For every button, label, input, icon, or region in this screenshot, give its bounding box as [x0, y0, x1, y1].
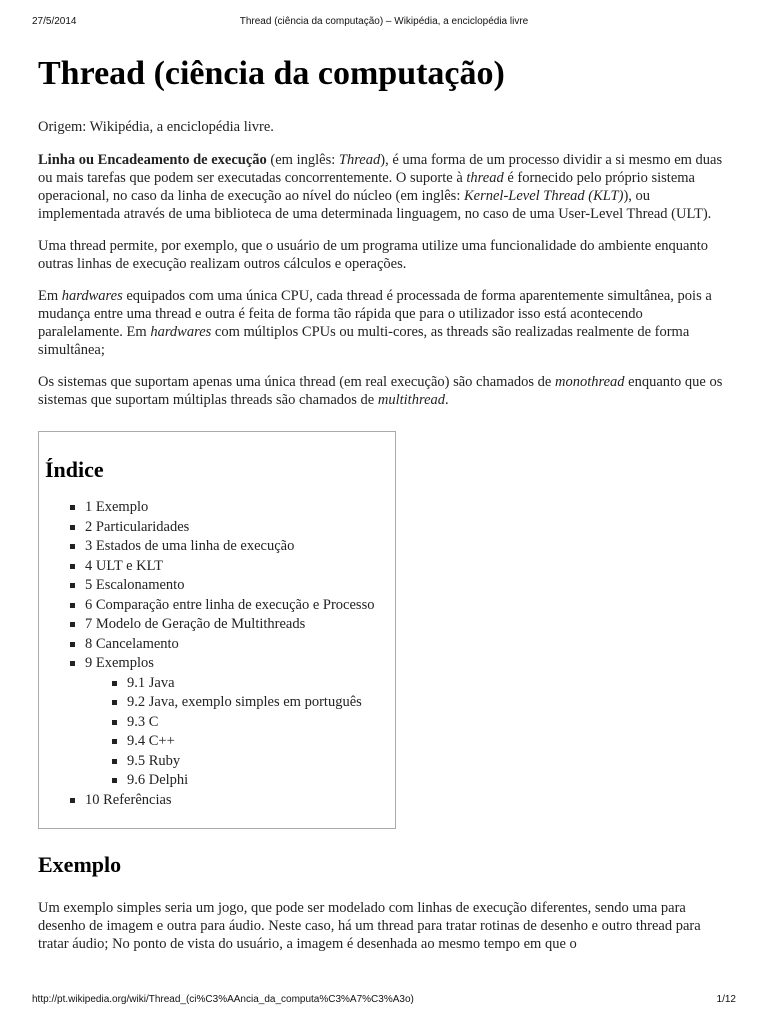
print-footer — [32, 994, 736, 1008]
article-content — [38, 52, 730, 967]
text-fragment: enquanto que os sistemas que suportam múltiplas threads são chamados de — [38, 374, 723, 408]
paragraph-3 — [38, 287, 730, 359]
square-bullet-icon — [70, 525, 75, 530]
table-of-contents — [38, 431, 396, 829]
italic-term: multithread — [377, 392, 446, 408]
square-bullet-icon — [70, 622, 75, 627]
print-header — [32, 16, 736, 30]
square-bullet-icon — [70, 603, 75, 608]
toc-subitem[interactable] — [109, 713, 379, 733]
square-bullet-icon — [112, 778, 117, 783]
paragraph-4 — [38, 373, 730, 409]
toc-subitem-label: 9.1 Java — [127, 674, 175, 691]
toc-item-label: 10 Referências — [85, 791, 172, 808]
print-page-title: Thread (ciência da computação) – Wikipédia, a enciclopédia livre — [239, 16, 529, 27]
square-bullet-icon — [70, 505, 75, 510]
toc-item-label: 1 Exemplo — [85, 499, 149, 515]
toc-item[interactable] — [67, 498, 379, 518]
toc-item[interactable] — [67, 596, 379, 616]
section-heading-exemplo: Exemplo — [38, 852, 122, 877]
text-fragment: com múltiplos CPUs ou multi-cores, as threads são realizadas realmente de forma simultânea; — [38, 324, 690, 358]
toc-item[interactable] — [67, 635, 379, 655]
print-url: http://pt.wikipedia.org/wiki/Thread_(ci%C3%AAncia_da_computa%C3%A7%C3%A3o) — [32, 994, 414, 1005]
italic-term: thread — [466, 170, 504, 186]
toc-item-label: 5 Escalonamento — [85, 577, 185, 593]
toc-subitem-label: 9.2 Java, exemplo simples em português — [127, 694, 362, 710]
square-bullet-icon — [112, 759, 117, 764]
exemplo-paragraph: Um exemplo simples seria um jogo, que pode ser modelado com linhas de execução diferentes, sendo uma para desenho de imagem e outra para áudio. Neste caso, há um thread para tratar rotinas de desenho e outro thread para tratar áudio; No ponto de vista do usuário, a imagem é desenhada ao mesmo tempo em que o — [38, 900, 701, 952]
toc-item[interactable] — [67, 537, 379, 557]
page-number: 1/12 — [716, 994, 736, 1005]
square-bullet-icon — [70, 564, 75, 569]
toc-list — [45, 498, 379, 810]
text-fragment: ), é uma forma de um processo dividir a si mesmo em duas ou mais tarefas que podem ser executadas concorrentemente. O suporte à — [38, 152, 723, 186]
toc-subitem[interactable] — [109, 674, 379, 694]
square-bullet-icon — [112, 739, 117, 744]
toc-item-label: 6 Comparação entre linha de execução e Processo — [85, 596, 375, 613]
toc-item-label: 3 Estados de uma linha de execução — [85, 538, 295, 554]
page-title: Thread (ciência da computação) — [38, 55, 505, 92]
toc-item-label: 8 Cancelamento — [85, 635, 179, 652]
print-date: 27/5/2014 — [32, 16, 77, 27]
toc-item[interactable] — [67, 615, 379, 635]
toc-subitem[interactable] — [109, 732, 379, 752]
text-fragment: equipados com uma única CPU, cada thread é processada de forma aparentemente simultânea, pois a mudança entre uma thread e outra é feita de forma tão rápida que para o utilizador isso está acontecendo paralelamente. Em — [38, 288, 712, 340]
text-fragment: ), ou implementada através de uma biblioteca de uma determinada linguagem, no caso de uma User-Level Thread (ULT). — [38, 188, 712, 222]
toc-item-label: 7 Modelo de Geração de Multithreads — [85, 616, 306, 632]
toc-item[interactable] — [67, 791, 379, 811]
text-fragment: (em inglês: — [266, 152, 339, 168]
toc-item-label: 9 Exemplos — [85, 655, 154, 671]
bold-term: Linha ou Encadeamento de execução — [38, 152, 267, 168]
square-bullet-icon — [112, 720, 117, 725]
italic-term: monothread — [554, 374, 625, 390]
toc-subitem-label: 9.6 Delphi — [127, 772, 189, 788]
toc-subitem-label: 9.5 Ruby — [127, 752, 181, 769]
text-fragment: . — [445, 392, 449, 408]
text-fragment: Os sistemas que suportam apenas uma única thread (em real execução) são chamados de — [38, 374, 555, 390]
article-origin: Origem: Wikipédia, a enciclopédia livre. — [38, 119, 274, 135]
toc-subitem[interactable] — [109, 752, 379, 772]
square-bullet-icon — [70, 661, 75, 666]
toc-subitem-label: 9.4 C++ — [127, 733, 175, 749]
toc-subitem[interactable] — [109, 771, 379, 791]
toc-heading: Índice — [45, 457, 104, 482]
italic-term: hardwares — [150, 324, 212, 340]
toc-item[interactable] — [67, 557, 379, 577]
square-bullet-icon — [112, 700, 117, 705]
toc-subitem[interactable] — [109, 693, 379, 713]
italic-term: Thread — [338, 152, 381, 168]
square-bullet-icon — [70, 583, 75, 588]
toc-item[interactable] — [67, 518, 379, 538]
italic-term: hardwares — [61, 288, 123, 304]
text-fragment: Em — [38, 288, 62, 304]
toc-item[interactable] — [67, 576, 379, 596]
paragraph-2: Uma thread permite, por exemplo, que o usuário de um programa utilize uma funcionalidade do ambiente enquanto outras linhas de execução realizam outros cálculos e operações. — [38, 238, 709, 272]
toc-item-label: 2 Particularidades — [85, 518, 190, 535]
square-bullet-icon — [70, 798, 75, 803]
intro-paragraph — [38, 151, 730, 223]
toc-sublist — [85, 674, 379, 791]
toc-item[interactable] — [67, 654, 379, 791]
square-bullet-icon — [70, 642, 75, 647]
toc-item-label: 4 ULT e KLT — [85, 557, 164, 574]
toc-subitem-label: 9.3 C — [127, 713, 159, 730]
italic-term: Kernel-Level Thread (KLT) — [463, 188, 624, 204]
text-fragment: é fornecido pelo próprio sistema operacional, no caso da linha de execução ao nível do núcleo (em inglês: — [38, 170, 695, 204]
square-bullet-icon — [70, 544, 75, 549]
square-bullet-icon — [112, 681, 117, 686]
